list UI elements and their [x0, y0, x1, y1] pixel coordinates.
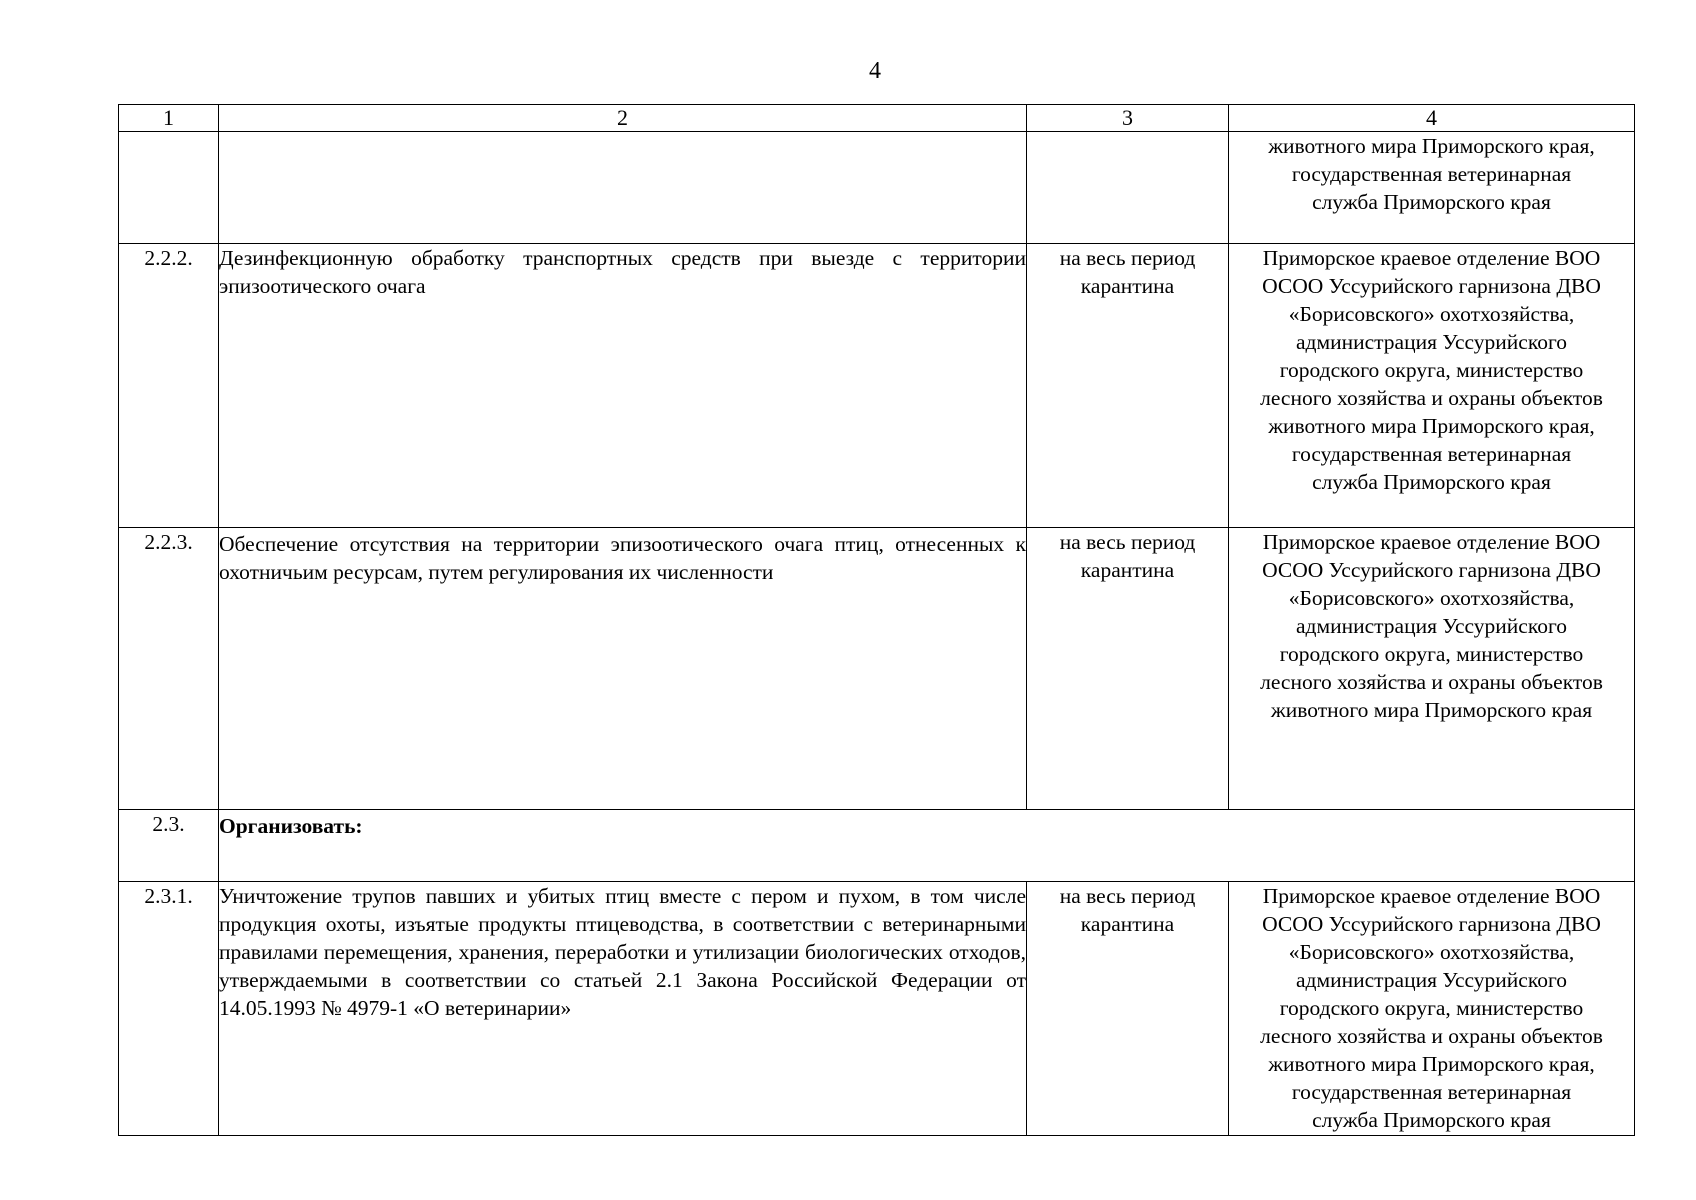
responsible-line: животного мира Приморского края, — [1268, 414, 1595, 438]
responsible-line: государственная ветеринарная — [1291, 1080, 1572, 1104]
cell-period — [1027, 528, 1229, 810]
responsible-line: лесного хозяйства и охраны объектов — [1260, 1024, 1603, 1048]
cell-responsible — [1229, 528, 1635, 810]
header-col-3: 3 — [1027, 105, 1229, 132]
responsible-line: служба Приморского края — [1312, 190, 1551, 214]
responsible-line: администрация Уссурийского — [1295, 968, 1567, 992]
responsible-line: ОСОО Уссурийского гарнизона ДВО — [1262, 912, 1601, 936]
responsible-line: лесного хозяйства и охраны объектов — [1260, 670, 1603, 694]
responsible-line: ОСОО Уссурийского гарнизона ДВО — [1262, 558, 1601, 582]
responsible-line: лесного хозяйства и охраны объектов — [1260, 386, 1603, 410]
cell-period — [1027, 882, 1229, 1136]
table-row-2-3-1 — [119, 882, 1635, 1136]
responsible-line: ОСОО Уссурийского гарнизона ДВО — [1262, 274, 1601, 298]
responsible-line: городского округа, министерство — [1279, 996, 1584, 1020]
period-line: на весь период — [1059, 884, 1196, 908]
cell-responsible — [1229, 244, 1635, 528]
cell-num: 2.3.1. — [119, 882, 219, 1136]
responsible-line: служба Приморского края — [1312, 470, 1551, 494]
responsible-line: животного мира Приморского края — [1270, 698, 1593, 722]
cell-description — [219, 132, 1027, 244]
responsible-line: государственная ветеринарная — [1291, 442, 1572, 466]
responsible-line: «Борисовского» охотхозяйства, — [1288, 586, 1575, 610]
responsible-line: Приморское краевое отделение ВОО — [1262, 246, 1601, 270]
header-row — [119, 105, 1635, 132]
table-row-2-2-2 — [119, 244, 1635, 528]
table-row-continuation — [119, 132, 1635, 244]
period-line: на весь период — [1059, 246, 1196, 270]
responsible-line: Приморское краевое отделение ВОО — [1262, 530, 1601, 554]
responsible-line: государственная ветеринарная — [1291, 162, 1572, 186]
table-row-2-3 — [119, 810, 1635, 882]
period-line: на весь период — [1059, 530, 1196, 554]
responsible-line: городского округа, министерство — [1279, 642, 1584, 666]
cell-period — [1027, 132, 1229, 244]
responsible-line: «Борисовского» охотхозяйства, — [1288, 940, 1575, 964]
period-line: карантина — [1080, 558, 1175, 582]
responsible-line: Приморское краевое отделение ВОО — [1262, 884, 1601, 908]
period-line: карантина — [1080, 912, 1175, 936]
cell-num — [119, 132, 219, 244]
header-col-1: 1 — [119, 105, 219, 132]
cell-responsible — [1229, 882, 1635, 1136]
section-title: Организовать: — [219, 810, 1635, 882]
responsible-line: городского округа, министерство — [1279, 358, 1584, 382]
measures-table — [118, 104, 1635, 1136]
responsible-line: «Борисовского» охотхозяйства, — [1288, 302, 1575, 326]
header-col-2: 2 — [219, 105, 1027, 132]
responsible-line: служба Приморского края — [1312, 1108, 1551, 1132]
cell-num: 2.2.3. — [119, 528, 219, 810]
responsible-line: животного мира Приморского края, — [1268, 134, 1595, 158]
cell-period — [1027, 244, 1229, 528]
table-row-2-2-3 — [119, 528, 1635, 810]
cell-num: 2.2.2. — [119, 244, 219, 528]
header-col-4: 4 — [1229, 105, 1635, 132]
period-line: карантина — [1080, 274, 1175, 298]
cell-num: 2.3. — [119, 810, 219, 882]
cell-description: Обеспечение отсутствия на территории эпизоотического очага птиц, отнесенных к охотничьим ресурсам, путем регулирования их численности — [219, 528, 1027, 810]
cell-responsible — [1229, 132, 1635, 244]
responsible-line: животного мира Приморского края, — [1268, 1052, 1595, 1076]
responsible-line: администрация Уссурийского — [1295, 330, 1567, 354]
page-number: 4 — [869, 58, 881, 84]
cell-description: Уничтожение трупов павших и убитых птиц вместе с пером и пухом, в том числе продукция охоты, изъятые продукты птицеводства, в соответствии с ветеринарными правилами перемещения, хранения, переработки и утилизации биологических отходов, утверждаемыми в соответствии со статьей 2.1 Закона Российской Федерации от 14.05.1993 № 4979-1 «О ветеринарии» — [219, 882, 1027, 1136]
cell-description: Дезинфекционную обработку транспортных средств при выезде с территории эпизоотического очага — [219, 244, 1027, 528]
responsible-line: администрация Уссурийского — [1295, 614, 1567, 638]
